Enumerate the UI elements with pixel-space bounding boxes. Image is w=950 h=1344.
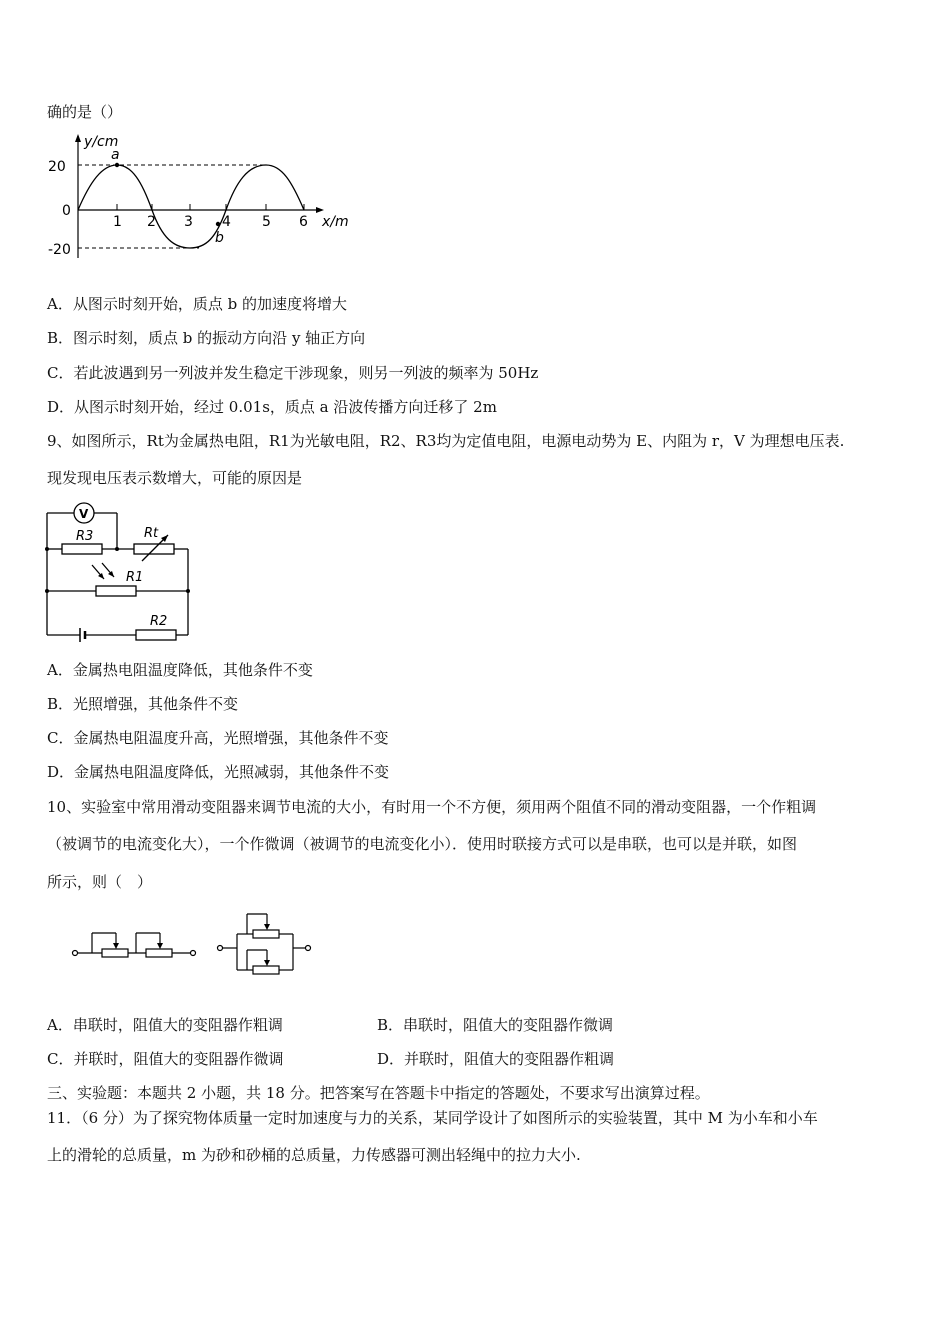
voltmeter-label: V [79,507,89,521]
q10-option-b: B．串联时，阻值大的变阻器作微调 [377,1016,614,1034]
q8-option-b: B．图示时刻，质点 b 的振动方向沿 y 轴正方向 [47,329,366,347]
q10-option-c: C．并联时，阻值大的变阻器作微调 [47,1050,284,1068]
q9-circuit-diagram [40,497,200,647]
series-rheostat-diagram [70,925,200,965]
point-a-dot [115,163,119,167]
q9-option-b: B．光照增强，其他条件不变 [47,695,239,713]
q10-stem-line2: （被调节的电流变化大），一个作微调（被调节的电流变化小）．使用时联接方式可以是串联，也可以是并联，如图 [47,835,798,853]
x-axis-label: x/m [322,214,349,230]
q9-option-d: D．金属热电阻温度降低，光照减弱，其他条件不变 [47,763,390,781]
r2-resistor [136,630,176,640]
r2-label: R2 [150,614,168,629]
r3-resistor [62,544,102,554]
y-axis-label: y/cm [84,134,119,150]
q8-stem-tail: 确的是（） [47,103,123,121]
q8-option-a: A．从图示时刻开始，质点 b 的加速度将增大 [47,295,347,313]
q9-option-c: C．金属热电阻温度升高，光照增强，其他条件不变 [47,729,389,747]
q9-stem-line2: 现发现电压表示数增大，可能的原因是 [47,469,303,487]
x-axis-arrow [316,207,324,213]
point-b-dot [216,222,220,226]
x-tick-3: 3 [184,214,193,230]
x-tick-6: 6 [299,214,308,230]
x-tick-1: 1 [113,214,122,230]
q11-stem-line2: 上的滑轮的总质量，m 为砂和砂桶的总质量，力传感器可测出轻绳中的拉力大小. [47,1146,581,1164]
rheostat-lower [253,966,279,974]
y-tick-neg20: -20 [48,242,71,258]
q10-option-d: D．并联时，阻值大的变阻器作粗调 [377,1050,615,1068]
q9-stem-line1: 9、如图所示，Rt为金属热电阻，R1为光敏电阻，R2、R3均为定值电阻，电源电动势为 E、内阻为 r，V 为理想电压表. [47,432,845,450]
rheostat-1 [102,949,128,957]
wave-graph [44,130,364,270]
y-axis-arrow [75,134,81,142]
parallel-rheostat-diagram [215,910,315,980]
q9-option-a: A．金属热电阻温度降低，其他条件不变 [47,661,313,679]
q8-option-d: D．从图示时刻开始，经过 0.01s，质点 a 沿波传播方向迁移了 2m [47,398,497,416]
q8-option-c: C．若此波遇到另一列波并发生稳定干涉现象，则另一列波的频率为 50Hz [47,364,539,382]
q11-stem-line1: 11．（6 分）为了探究物体质量一定时加速度与力的关系，某同学设计了如图所示的实验装置，其中 M 为小车和小车 [47,1109,818,1127]
q10-option-a: A．串联时，阻值大的变阻器作粗调 [47,1016,283,1034]
y-tick-0: 0 [62,203,71,219]
rheostat-upper [253,930,279,938]
rt-label: Rt [144,526,159,541]
r3-label: R3 [76,529,94,544]
section3-heading: 三、实验题：本题共 2 小题，共 18 分。把答案写在答题卡中指定的答题处，不要求写出演算过程。 [47,1084,710,1102]
point-b-label: b [215,230,224,246]
r1-resistor [96,586,136,596]
x-tick-2: 2 [147,214,156,230]
q10-stem-line3: 所示，则（ ） [47,873,153,891]
rheostat-2 [146,949,172,957]
x-tick-5: 5 [262,214,271,230]
x-tick-4: 4 [222,214,231,230]
y-tick-20: 20 [48,159,66,175]
wave-curve [78,165,304,248]
r1-label: R1 [126,570,144,585]
q10-stem-line1: 10、实验室中常用滑动变阻器来调节电流的大小，有时用一个不方便，须用两个阻值不同的滑动变阻器，一个作粗调 [47,798,817,816]
point-a-label: a [111,147,120,163]
